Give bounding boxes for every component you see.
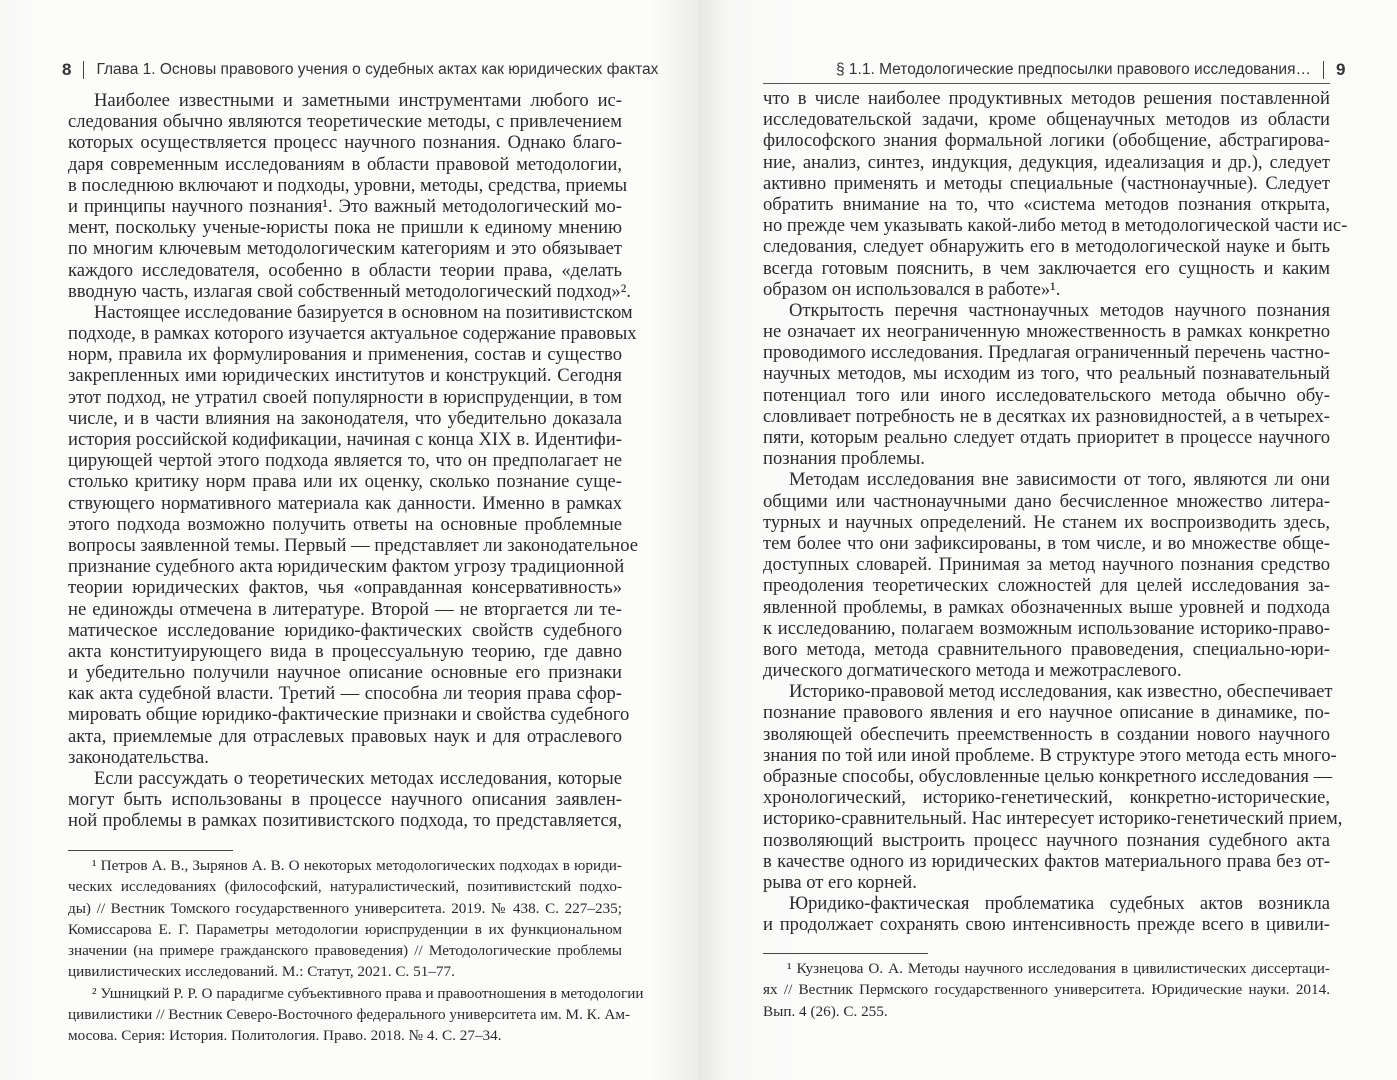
text-line: этого подхода возможно получить ответы на основные проблемные [68,513,622,535]
footnote [68,855,622,983]
text-line: и принципы научного познания¹. Это важный методологический мо- [68,195,622,217]
text-line: познания проблемы. [763,448,925,470]
text-line: обратить внимание на то, что «система методов познания открыта, [763,193,1330,215]
text-line: Настоящее исследование базируется в основном на позитивистском [94,301,633,323]
header-rule [763,83,1330,84]
footnote-line: ды) // Вестник Томского государственного университета. 2019. № 438. С. 227–235; [68,899,622,917]
paragraph [68,90,631,302]
text-line: рыва от его корней. [763,871,917,893]
page-number: 9 [1335,60,1346,79]
paragraph [68,768,622,832]
text-line: следования, следует обнаружить его в методологической науке и быть [763,236,1330,258]
text-line: потенциал того или иного исследовательского метода обычно обу- [763,384,1330,406]
text-line: которых осуществляется процесс научного познания. Однако благо- [68,132,622,154]
page-number: 8 [62,60,72,79]
text-line: к исследованию, полагаем возможным использование историко-право- [763,617,1330,639]
text-line: этот подход, не утратил своей популярности в юриспруденции, в том [68,386,622,408]
running-header [62,58,658,82]
text-line: вопросы заявленной темы. Первый — представляет ли законодательное [68,534,639,556]
text-line: вводную часть, излагая свой собственный методологический подход»². [68,280,631,302]
paragraph [763,88,1348,300]
text-line: даря современным исследованиям в области правовой методологии, [68,153,622,175]
footnote-line: цивилистических исследований. М.: Статут, 2021. С. 51–77. [68,963,455,981]
text-line: матическое исследование юридико-фактических свойств судебного [68,619,622,641]
running-header [836,58,1345,82]
footnote-line: Вып. 4 (26). С. 255. [763,1002,888,1020]
text-line: познание правового явления и его научное описание в динамике, по- [763,702,1330,724]
paragraph [763,300,1330,470]
paragraph [763,893,1330,935]
footnote-line: ях // Вестник Пермского государственного университета. Юридические науки. 2014. [763,981,1330,999]
header-divider [1323,61,1324,79]
text-line: Наиболее известными и заметными инструментами любого ис- [94,90,622,111]
text-line: в последнюю включают и подходы, уровни, методы, средства, приемы [68,174,628,196]
header-divider [83,61,84,79]
chapter-title: Глава 1. Основы правового учения о судебных актах как юридических фактах [96,61,659,78]
footnote-line: ческих исследованиях (философский, натуралистический, позитивистский подхо- [68,878,622,896]
text-line: знания по той или иной проблеме. В структуре этого метода есть много- [763,744,1337,766]
right-page [698,0,1397,1080]
text-line: и убедительно получили научное описание основные его признаки [68,662,622,684]
footnote-line: ¹ Кузнецова О. А. Методы научного исследования в цивилистических диссертаци- [787,960,1330,977]
text-line: подходе, в рамках которого изучается актуальное содержание правовых [68,323,637,345]
footnote-line: ² Ушницкий Р. Р. О парадигме субъективного права и правоотношения в методологии [92,984,644,1002]
text-line: дического догматического метода и межотраслевого. [763,660,1182,682]
footnote [763,958,1330,1022]
text-line: каждого исследователя, особенно в области теории права, «делать [68,259,622,281]
text-line: словливает потребность не в десятках их разновидностей, а в четырех- [763,405,1330,427]
text-line: в качестве одного из юридических фактов материального права без от- [763,850,1330,872]
text-line: преодоления теоретических сложностей для целей исследования за- [763,575,1330,597]
text-line: как акта судебной власти. Третий — способна ли теория права сфор- [68,683,622,705]
text-line: образные способы, обусловленные целью конкретного исследования — [763,766,1333,787]
text-line: образом он использовался в работе»¹. [763,278,1061,300]
text-line: числе, и в части влияния на законодателя, что убедительно доказала [68,407,622,429]
text-line: закрепленных ими юридических институтов и конструкций. Сегодня [68,365,622,387]
footnotes [68,855,644,1047]
text-line: мировать общие юридико-фактические признаки и свойства судебного [68,704,630,726]
text-line: Историко-правовой метод исследования, как известно, обеспечивает [789,681,1333,703]
text-line: Если рассуждать о теоретических методах исследования, которые [94,768,622,789]
text-line: исследовательской задачи, кроме общенаучных методов из области [763,109,1330,131]
text-line: столько критику норм права или их оценку, сколько познание суще- [68,471,622,493]
text-line: проводимого исследования. Предлагая ограниченный перечень частно- [763,342,1330,364]
section-title: § 1.1. Методологические предпосылки правового исследования… [836,61,1311,78]
text-line: ной проблемы в рамках позитивистского подхода, то представляется, [68,810,622,832]
text-line: вого метода, метода сравнительного правоведения, специально-юри- [763,638,1330,660]
text-line: но прежде чем указывать какой-либо метод в методологической части ис- [763,215,1348,237]
text-line: активно применять и методы специальные (частнонаучные). Следует [763,172,1330,194]
paragraph [763,681,1343,893]
footnote [68,983,644,1047]
text-line: не единожды отмечена в литературе. Второй — не вторгается ли те- [68,598,622,620]
body-text [68,90,639,832]
text-line: историко-сравнительный. Нас интересует историко-генетический прием, [763,808,1343,830]
text-line: Юридико-фактическая проблематика судебных актов возникла [789,893,1330,915]
footnote-line: цивилистики // Вестник Северо-Восточного федерального университета им. М. К. Ам- [68,1006,631,1024]
footnote-divider [763,953,928,954]
text-line: тем более что они зафиксированы, в том числе, и во множестве обще- [763,532,1330,554]
footnote-divider [68,850,233,851]
text-line: законодательства. [68,746,209,768]
footnote-line: значении (на примере гражданского правоведения) // Методологические проблемы [68,942,622,960]
text-line: акта, приемлемые для отраслевых правовых наук и для отраслевого [68,725,622,747]
text-line: следования обычно являются теоретические методы, с привлечением [68,111,622,133]
paragraph [763,469,1330,681]
text-line: мент, поскольку ученые-юристы пока не пришли к единому мнению [68,217,622,239]
text-line: Методам исследования вне зависимости от того, являются ли они [789,469,1330,491]
text-line: всегда готовым пояснить, в чем заключается его сущность и каким [763,257,1330,279]
text-line: позволяющий выстроить процесс научного познания судебного акта [763,829,1330,851]
text-line: ствующего нормативного материала как данности. Именно в рамках [68,492,622,514]
text-line: научных методов, мы исходим из того, что реальный познавательный [763,363,1330,385]
text-line: философского знания формальной логики (обобщение, абстрагирова- [763,130,1330,152]
footnotes [763,958,1330,1022]
footnote-line: Комиссарова Е. Г. Параметры методологии юриспруденции в их функциональном [68,920,622,938]
text-line: зволяющей обеспечить преемственность в создании нового научного [763,723,1330,745]
text-line: могут быть использованы в процессе научного описания заявлен- [68,789,622,811]
text-line: хронологический, историко-генетический, конкретно-исторические, [763,787,1330,809]
text-line: ние, анализ, синтез, индукция, дедукция, идеализация и др.), следует [763,151,1330,173]
text-line: пяти, которым реально следует отдать приоритет в процессе научного [763,427,1330,448]
text-line: цирующей чертой этого подхода является то, что он предполагает не [68,450,622,472]
text-line: по многим ключевым методологическим категориям и это обязывает [68,238,622,260]
text-line: признание судебного акта юридическим фактом угрозу традиционной [68,556,625,578]
text-line: доступных словарей. Принимая за метод научного познания средство [763,554,1330,576]
footnote-line: ¹ Петров А. В., Зырянов А. В. О некоторых методологических подходах в юриди- [92,857,622,874]
left-page [0,0,698,1080]
text-line: норм, правила их формулирования и применения, состав и существо [68,344,622,366]
paragraph [68,301,639,768]
text-line: турных и научных определений. Не станем их воспроизводить здесь, [763,511,1330,533]
text-line: история российской кодификации, начиная с конца XIX в. Идентифи- [68,429,622,450]
text-line: общими или частнонаучными дано бесчисленное множество литера- [763,490,1330,512]
text-line: явленной проблемы, в рамках обозначенных выше уровней и подхода [763,596,1330,618]
text-line: теории юридических фактов, чья «оправданная консервативность» [68,577,622,599]
footnote-line: мосова. Серия: История. Политология. Право. 2018. № 4. С. 27–34. [68,1027,502,1045]
text-line: акта конституирующего вида в процессуальную теорию, где давно [68,640,622,662]
text-line: и продолжает сохранять свою интенсивность прежде всего в цивили- [763,914,1330,936]
text-line: не означает их неограниченную множественность в рамках конкретно [763,321,1330,343]
text-line: Открытость перечня частнонаучных методов научного познания [789,299,1330,321]
body-text [763,88,1348,936]
text-line: что в числе наиболее продуктивных методов решения поставленной [763,88,1330,109]
